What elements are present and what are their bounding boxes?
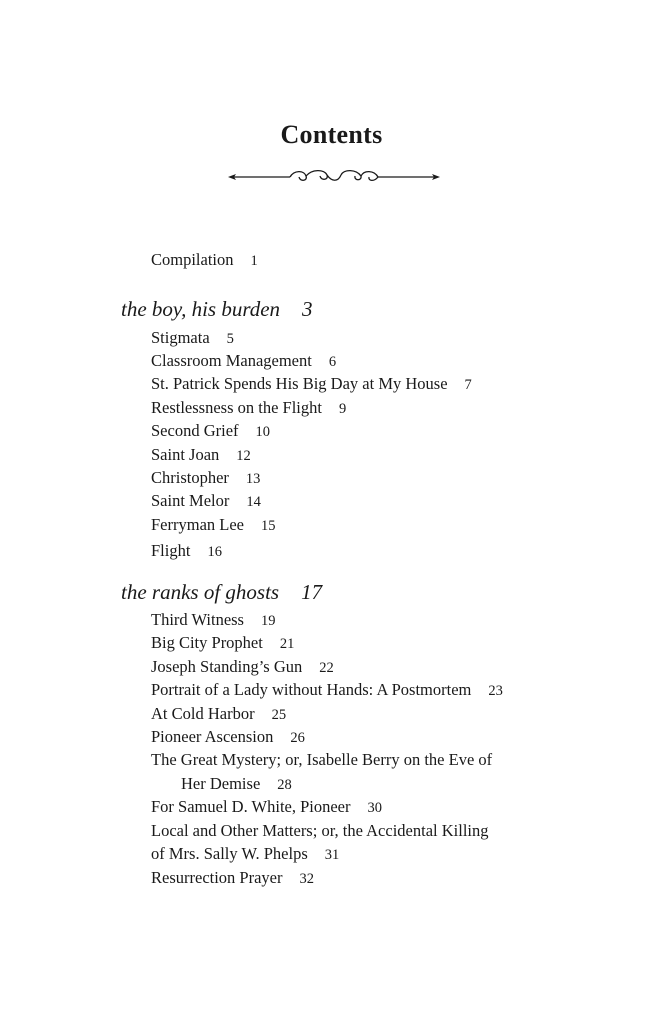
toc-entry-page: 28	[277, 777, 292, 793]
section-page: 17	[301, 580, 323, 604]
flourish-divider-icon	[228, 166, 440, 188]
toc-entry-page: 30	[367, 800, 382, 816]
toc-entry	[151, 541, 222, 561]
toc-entry	[151, 374, 472, 394]
toc-entry-page: 23	[488, 683, 503, 699]
toc-entry-title: Classroom Management	[151, 351, 312, 370]
toc-entry	[151, 868, 314, 888]
section-page: 3	[302, 297, 313, 321]
toc-entry	[151, 704, 286, 724]
toc-entry-title: Stigmata	[151, 328, 210, 347]
toc-entry-title: Compilation	[151, 250, 234, 269]
toc-entry-page: 32	[299, 871, 314, 887]
toc-entry	[151, 727, 305, 747]
toc-entry-title: The Great Mystery; or, Isabelle Berry on the Eve of	[151, 750, 493, 769]
toc-entry-page: 10	[255, 424, 271, 440]
toc-entry-page: 25	[271, 707, 287, 723]
toc-entry-title: Third Witness	[151, 610, 244, 629]
toc-entry	[151, 610, 275, 630]
toc-entry-page: 9	[338, 401, 347, 417]
toc-entry-title: At Cold Harbor	[151, 704, 255, 723]
toc-entry-title: For Samuel D. White, Pioneer	[151, 797, 351, 816]
toc-entry	[151, 657, 334, 677]
toc-entry	[151, 398, 346, 418]
toc-entry-page: 5	[226, 331, 234, 347]
toc-entry-continuation	[181, 774, 292, 794]
page-title: Contents	[280, 120, 383, 149]
toc-entry	[151, 491, 261, 511]
toc-entry	[151, 515, 276, 535]
toc-entry	[151, 821, 489, 841]
toc-entry-page: 13	[245, 471, 261, 487]
section-title: the boy, his burden	[121, 297, 281, 321]
toc-entry-page: 12	[236, 448, 251, 464]
toc-entry-title: Saint Joan	[151, 445, 220, 464]
toc-entry	[151, 328, 234, 348]
toc-entry-page: 6	[328, 354, 337, 370]
toc-entry-page: 22	[319, 660, 334, 676]
toc-entry-title: Big City Prophet	[151, 633, 263, 652]
toc-entry-title: Flight	[151, 541, 191, 560]
toc-entry	[151, 633, 294, 653]
toc-entry	[151, 250, 258, 270]
toc-entry-page: 1	[250, 253, 258, 269]
toc-entry-continuation	[151, 844, 339, 864]
toc-entry-title-continued: of Mrs. Sally W. Phelps	[151, 844, 308, 863]
toc-entry	[151, 351, 336, 371]
toc-entry-title: Ferryman Lee	[151, 515, 244, 534]
toc-entry-page: 19	[260, 613, 276, 629]
toc-entry	[151, 468, 260, 488]
toc-entry-page: 26	[290, 730, 305, 746]
section-title: the ranks of ghosts	[121, 580, 280, 604]
toc-entry-title: Christopher	[151, 468, 229, 487]
toc-entry	[151, 680, 503, 700]
toc-entry-page: 15	[261, 518, 276, 534]
toc-entry-page: 7	[464, 377, 472, 393]
toc-entry	[151, 797, 382, 817]
toc-entry-page: 16	[207, 544, 222, 560]
toc-entry-title: Pioneer Ascension	[151, 727, 274, 746]
toc-entry-page: 14	[246, 494, 261, 510]
toc-entry-page: 21	[279, 636, 295, 652]
toc-entry-title: St. Patrick Spends His Big Day at My House	[151, 374, 448, 393]
toc-entry-title: Second Grief	[151, 421, 239, 440]
toc-entry	[151, 445, 251, 465]
toc-section-heading	[121, 580, 322, 605]
toc-entry-title-continued: Her Demise	[181, 774, 261, 793]
toc-entry	[151, 421, 270, 441]
toc-entry	[151, 750, 492, 770]
toc-entry-title: Portrait of a Lady without Hands: A Postmortem	[151, 680, 472, 699]
toc-entry-title: Joseph Standing’s Gun	[151, 657, 303, 676]
toc-entry-title: Restlessness on the Flight	[151, 398, 322, 417]
toc-entry-title: Resurrection Prayer	[151, 868, 283, 887]
toc-entry-title: Local and Other Matters; or, the Accidental Killing	[151, 821, 489, 840]
toc-section-heading	[121, 297, 313, 322]
toc-entry-title: Saint Melor	[151, 491, 230, 510]
toc-entry-page: 31	[324, 847, 340, 863]
